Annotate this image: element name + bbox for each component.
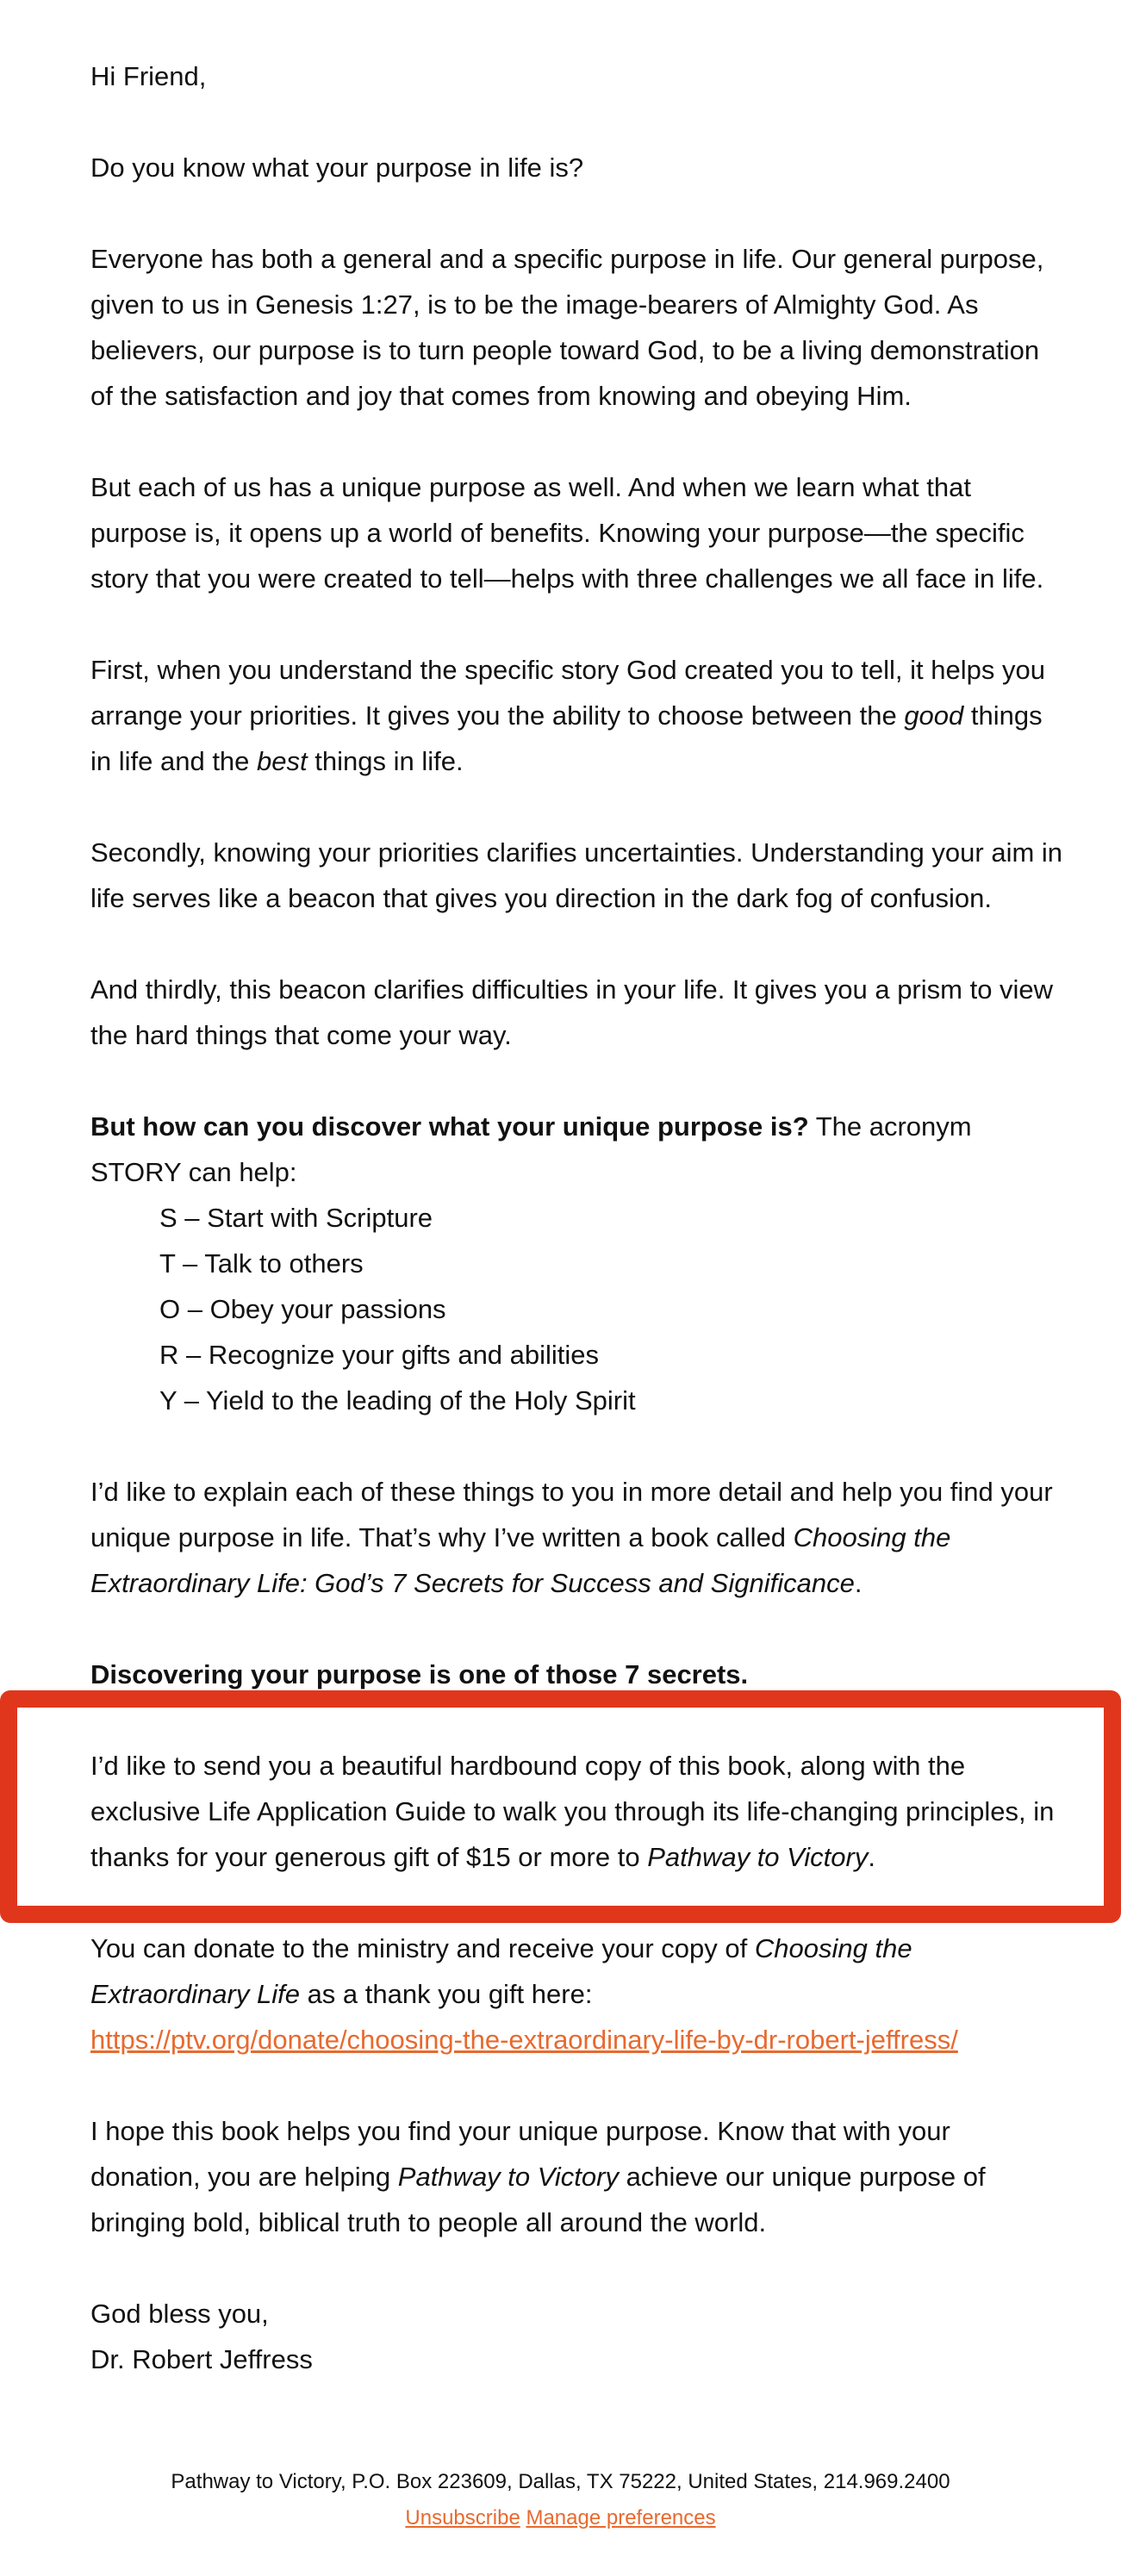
paragraph-unique-purpose: But each of us has a unique purpose as well. And when we learn what that purpose is, it opens up a world of benefits. Knowing your purpose—the specific story that you were created to tell—helps with three challenges we all face in life. — [90, 472, 1044, 594]
donate-link[interactable]: https://ptv.org/donate/choosing-the-extraordinary-life-by-dr-robert-jeffress/ — [90, 2025, 958, 2055]
story-item: T – Talk to others — [159, 1248, 364, 1279]
book-title: Choosing the Extraordinary Life: God’s 7 Secrets for Success and Significance — [90, 1522, 951, 1598]
story-item: S – Start with Scripture — [159, 1203, 433, 1233]
closing: God bless you, — [90, 2299, 269, 2329]
paragraph-hope: I hope this book helps you find your unique purpose. Know that with your donation, you are helping Pathway to Victory achieve our unique purpose of bringing bold, biblical truth to people all around the world. — [90, 2116, 986, 2237]
manage-preferences-link[interactable]: Manage preferences — [526, 2506, 716, 2529]
unsubscribe-link[interactable]: Unsubscribe — [405, 2506, 520, 2529]
paragraph-how: But how can you discover what your unique purpose is? The acronym STORY can help: — [90, 1111, 972, 1187]
highlight-box — [0, 1690, 1121, 1923]
footer — [0, 2464, 1121, 2536]
story-acronym-list — [90, 1195, 1064, 1423]
paragraph-book: I’d like to explain each of these things to you in more detail and help you find your unique purpose in life. That’s why I’ve written a book called Choosing the Extraordinary Life: God’s 7 Secrets for Success and Significance. — [90, 1477, 1053, 1598]
footer-address: Pathway to Victory, P.O. Box 223609, Dallas, TX 75222, United States, 214.969.2400 — [171, 2470, 950, 2493]
footer-links — [0, 2500, 1121, 2536]
story-item: O – Obey your passions — [159, 1294, 446, 1324]
paragraph-donate: You can donate to the ministry and receive your copy of Choosing the Extraordinary Life as a thank you gift here: https://ptv.org/donate/choosing-the-extraordinary-life-by-dr-robert-jeffress/ — [90, 1933, 958, 2055]
paragraph-offer: I’d like to send you a beautiful hardbound copy of this book, along with the exclusive Life Application Guide to walk you through its life-changing principles, in thanks for your generous gift of $15 or more to Pathway to Victory. — [90, 1751, 1055, 1872]
greeting: Hi Friend, — [90, 61, 207, 91]
paragraph-third: And thirdly, this beacon clarifies difficulties in your life. It gives you a prism to view the hard things that come your way. — [90, 974, 1054, 1050]
story-item: R – Recognize your gifts and abilities — [159, 1340, 600, 1370]
paragraph-first: First, when you understand the specific story God created you to tell, it helps you arrange your priorities. It gives you the ability to choose between the good things in life and the best things in life. — [90, 655, 1045, 776]
paragraph-general-purpose: Everyone has both a general and a specific purpose in life. Our general purpose, given to us in Genesis 1:27, is to be the image-bearers of Almighty God. As believers, our purpose is to turn people toward God, to be a living demonstration of the satisfaction and joy that comes from knowing and obeying Him. — [90, 244, 1044, 411]
paragraph-second: Secondly, knowing your priorities clarifies uncertainties. Understanding your aim in life serves like a beacon that gives you direction in the dark fog of confusion. — [90, 837, 1063, 913]
story-item: Y – Yield to the leading of the Holy Spirit — [159, 1385, 636, 1416]
secret-statement: Discovering your purpose is one of those 7 secrets. — [90, 1659, 749, 1689]
question: Do you know what your purpose in life is? — [90, 152, 584, 183]
signature: Dr. Robert Jeffress — [90, 2344, 313, 2374]
email-body — [90, 53, 1064, 2382]
